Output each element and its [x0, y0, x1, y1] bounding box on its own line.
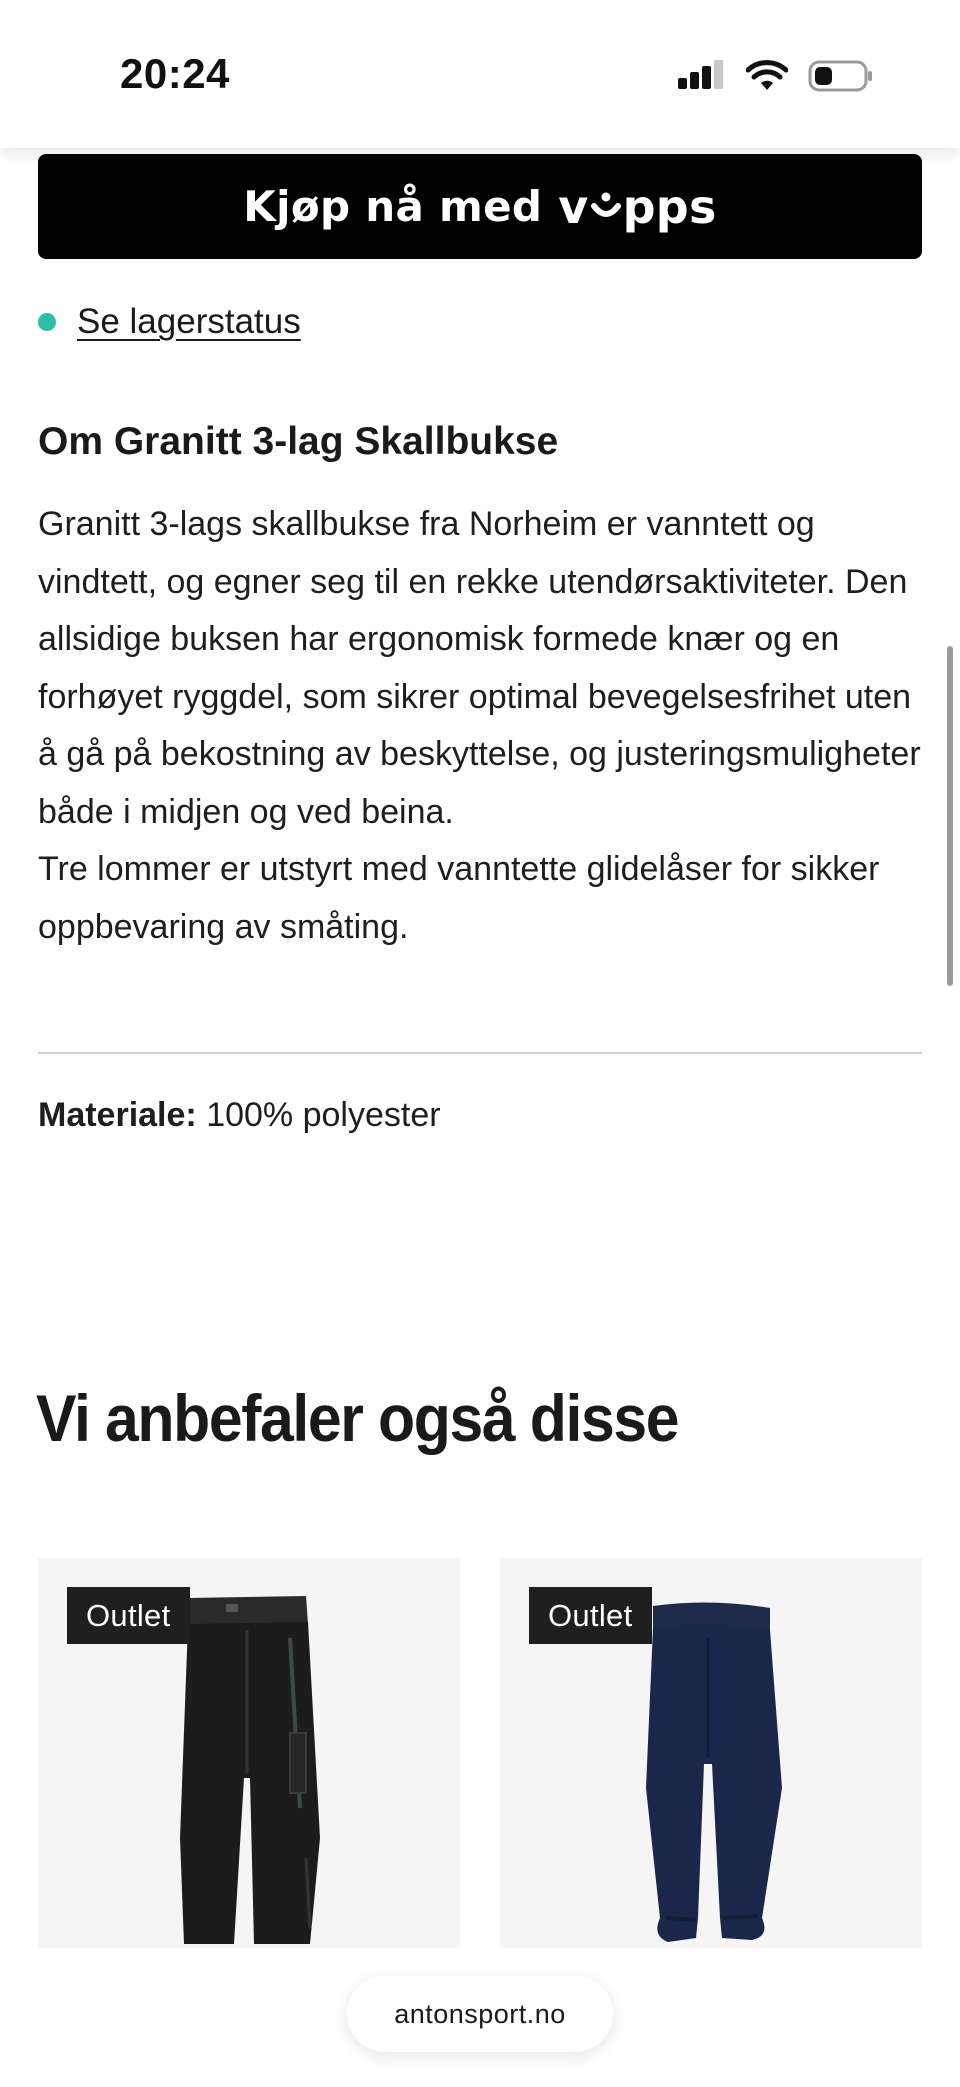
product-card[interactable]	[38, 1558, 460, 1948]
description-paragraph: Granitt 3-lags skallbukse fra Norheim er vanntett og vindtett, og egner seg til en rekke utendørsaktiviteter. Den allsidige buksen har ergonomisk formede knær og en forhøyet ryggdel, som sikrer optimal bevegelsesfrihet uten å gå på bekostning av beskyttelse, og justeringsmuligheter både i midjen og ved beina.	[38, 505, 921, 831]
vipps-logo: v pps	[558, 179, 717, 234]
scrollbar[interactable]	[947, 646, 953, 986]
product-description-body	[38, 496, 922, 956]
outlet-badge: Outlet	[67, 1587, 190, 1644]
outlet-badge: Outlet	[529, 1587, 652, 1644]
browser-url-bar[interactable]: antonsport.no	[347, 1976, 613, 2052]
stock-indicator-icon	[38, 313, 56, 331]
product-description-title: Om Granitt 3-lag Skallbukse	[38, 420, 559, 463]
status-time: 20:24	[120, 50, 230, 97]
stock-status-row	[38, 302, 301, 342]
material-value: 100% polyester	[206, 1096, 441, 1134]
material-info	[38, 1096, 441, 1135]
status-bar	[0, 0, 960, 148]
vipps-smile-icon	[591, 190, 621, 224]
recommendations-heading: Vi anbefaler også disse	[36, 1381, 679, 1455]
product-card[interactable]	[500, 1558, 922, 1948]
stock-status-link[interactable]: Se lagerstatus	[77, 302, 301, 341]
material-label: Materiale:	[38, 1096, 197, 1134]
cellular-signal-icon	[678, 60, 726, 97]
battery-icon	[808, 60, 874, 97]
description-paragraph: Tre lommer er utstyrt med vanntette glidelåser for sikker oppbevaring av småting.	[38, 850, 880, 946]
status-icons	[678, 58, 874, 98]
wifi-icon	[746, 60, 788, 97]
vipps-buy-button[interactable]	[38, 154, 922, 259]
section-divider	[38, 1052, 922, 1054]
vipps-button-label: Kjøp nå med	[243, 182, 543, 231]
